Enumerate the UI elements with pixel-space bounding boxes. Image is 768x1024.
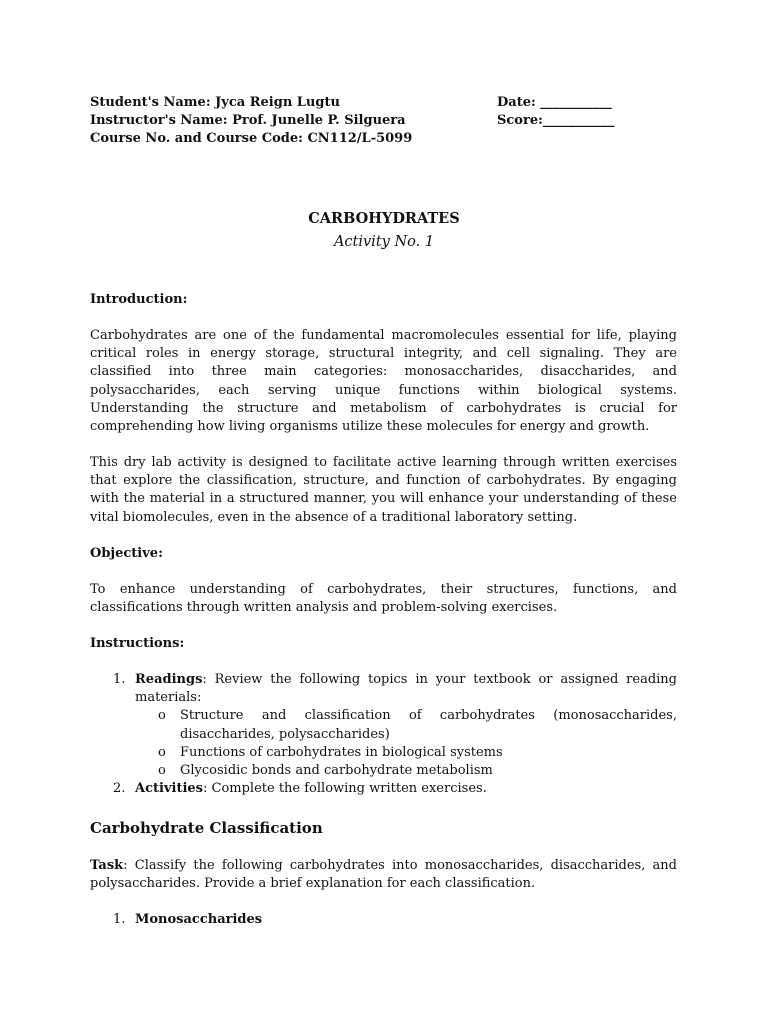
classification-list: [90, 911, 677, 929]
sub-list-item: [90, 762, 677, 780]
document-title: CARBOHYDRATES: [308, 210, 460, 227]
course-code: Course No. and Course Code: CN112/L-5099: [90, 131, 413, 146]
header-right-block: [497, 94, 614, 130]
document-subtitle: Activity No. 1: [333, 234, 435, 250]
list-item-label: Activities: [135, 781, 203, 797]
instructions-heading: Instructions:: [90, 636, 185, 651]
introduction-paragraph-2: This dry lab activity is designed to facilitate active learning through written exercises that explore the classification, structure, and function of carbohydrates. By engaging with the material in a structured manner, you will enhance your understanding of these vital biomolecules, even in the absence of a traditional laboratory setting.: [90, 455, 677, 525]
list-item: [90, 671, 677, 707]
introduction-paragraph-1: Carbohydrates are one of the fundamental macromolecules essential for life, playing critical roles in energy storage, structural integrity, and cell signaling. They are classified into three main categories: monosaccharides, disaccharides, and polysaccharides, each serving unique functions within biological systems. Understanding the structure and metabolism of carbohydrates is crucial for comprehending how living organisms utilize these molecules for energy and growth.: [90, 328, 677, 435]
section-title: Carbohydrate Classification: [90, 819, 323, 837]
objective-text: To enhance understanding of carbohydrates, their structures, functions, and classifications through written analysis and problem-solving exercises.: [90, 582, 677, 616]
list-item-text: : Review the following topics in your textbook or assigned reading materials:: [135, 672, 677, 706]
list-number: 2.: [113, 781, 126, 797]
list-item: [90, 780, 677, 798]
introduction-heading: Introduction:: [90, 292, 188, 307]
list-number: 1.: [113, 912, 126, 927]
sub-list-item: [90, 707, 677, 743]
instructor-name: Instructor's Name: Prof. Junelle P. Silguera: [90, 113, 406, 128]
task-label: Task: [90, 858, 124, 873]
score-field: Score:___________: [497, 113, 615, 128]
objective-heading: Objective:: [90, 546, 163, 561]
list-item: [90, 911, 677, 929]
sub-list-text: Functions of carbohydrates in biological systems: [180, 744, 503, 760]
header-left-block: [90, 94, 412, 148]
instructions-list: [90, 671, 677, 798]
task-paragraph: [90, 857, 677, 893]
task-text: : Classify the following carbohydrates into monosaccharides, disaccharides, and polysaccharides. Provide a brief explanation for each classification.: [90, 858, 677, 892]
bullet-icon: o: [158, 744, 166, 760]
student-name: Student's Name: Jyca Reign Lugtu: [90, 95, 340, 110]
list-item-text: : Complete the following written exercises.: [202, 781, 487, 797]
list-item-label: Monosaccharides: [135, 912, 263, 927]
date-field: Date: ___________: [497, 95, 612, 110]
sub-list-text: Structure and classification of carbohydrates (monosaccharides, disaccharides, polysaccharides): [180, 708, 677, 742]
list-item-label: Readings: [135, 672, 203, 687]
list-number: 1.: [113, 672, 126, 687]
bullet-icon: o: [158, 708, 166, 724]
sub-list-text: Glycosidic bonds and carbohydrate metabolism: [180, 763, 493, 779]
sub-list-item: [90, 744, 677, 762]
bullet-icon: o: [158, 763, 166, 779]
